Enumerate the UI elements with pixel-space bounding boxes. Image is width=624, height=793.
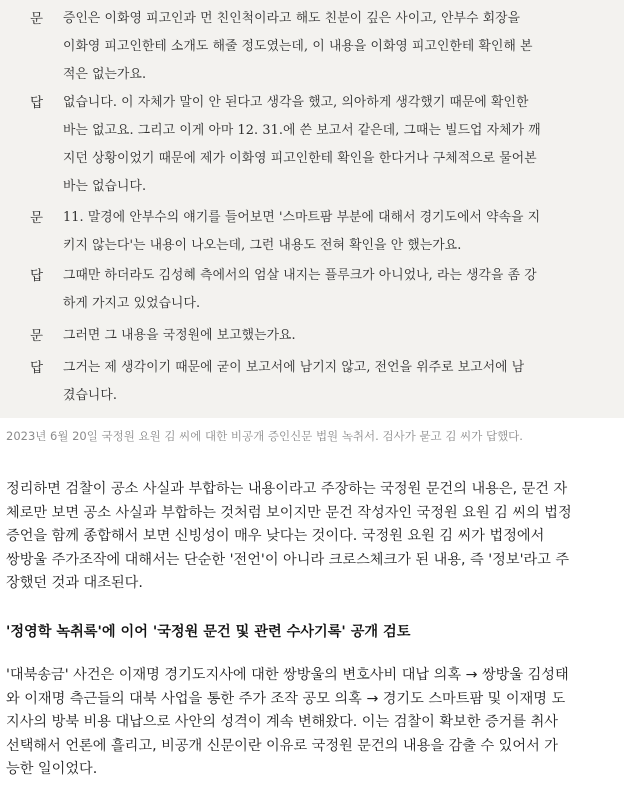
transcript-text: 없습니다. 이 자체가 말이 안 된다고 생각을 했고, 의아하게 생각했기 때문에 확인한 바는 없고요. 그리고 이게 아마 12. 31.에 쓴 보고서 같은데, 그때는 빌드업 자체가 깨 지던 상황이었기 때문에 제가 이화영 피고인한테 확인을 한다거나 구체적으로 물어본 바는 없습니다. (63, 95, 541, 194)
answer-marker: 답 (30, 360, 44, 376)
answer-marker: 답 (30, 268, 44, 284)
question-marker: 문 (30, 210, 44, 226)
question-marker: 문 (30, 11, 44, 27)
section-heading: '정영학 녹취록'에 이어 '국정원 문건 및 관련 수사기록' 공개 검토 (6, 624, 411, 640)
article-paragraph: '대북송금' 사건은 이재명 경기도지사에 대한 쌍방울의 변호사비 대납 의혹 → 쌍방울 김성태 와 이재명 측근들의 대북 사업을 통한 주가 조작 공모 의혹 → 경기도 스마트팜 및 이재명 도 지사의 방북 비용 대납으로 사안의 성격이 계속 변해왔다. 이는 검찰이 확보한 증거를 취사 선택해서 언론에 흘리고, 비공개 신문이란 이유로 국정원 문건의 내용을 감출 수 있어서 가 능한 일이었다. (6, 667, 569, 777)
image-caption: 2023년 6월 20일 국정원 요원 김 씨에 대한 비공개 증인신문 법원 녹취서. 검사가 묻고 김 씨가 답했다. (6, 429, 523, 443)
transcript-text: 11. 말경에 안부수의 얘기를 들어보면 '스마트팜 부분에 대해서 경기도에서 약속을 지 키지 않는다'는 내용이 나오는데, 그런 내용도 전혀 확인을 안 했는가요. (63, 210, 541, 253)
transcript-text: 증인은 이화영 피고인과 먼 친인척이라고 해도 친분이 깊은 사이고, 안부수 회장을 이화영 피고인한테 소개도 해줄 정도였는데, 이 내용을 이화영 피고인한테 확인해 본 적은 없는가요. (63, 11, 533, 82)
question-marker: 문 (30, 328, 44, 344)
article-paragraph: 정리하면 검찰이 공소 사실과 부합하는 내용이라고 주장하는 국정원 문건의 내용은, 문건 자 체로만 보면 공소 사실과 부합하는 것처럼 보이지만 문건 작성자인 국정원 요원 김 씨의 법정 증언을 함께 종합해서 보면 신빙성이 매우 낮다는 것이다. 국정원 요원 김 씨가 법정에서 쌍방울 주가조작에 대해서는 단순한 '전언'이 아니라 크로스체크가 된 내용, 즉 '정보'라고 주 장했던 것과 대조된다. (6, 481, 572, 591)
transcript-text: 그러면 그 내용을 국정원에 보고했는가요. (63, 328, 296, 343)
answer-marker: 답 (30, 95, 44, 111)
transcript-text: 그거는 제 생각이기 때문에 굳이 보고서에 남기지 않고, 전언을 위주로 보고서에 남 겼습니다. (63, 360, 525, 403)
transcript-text: 그때만 하더라도 김성혜 측에서의 엄살 내지는 플루크가 아니었나, 라는 생각을 좀 강 하게 가지고 있었습니다. (63, 268, 537, 311)
